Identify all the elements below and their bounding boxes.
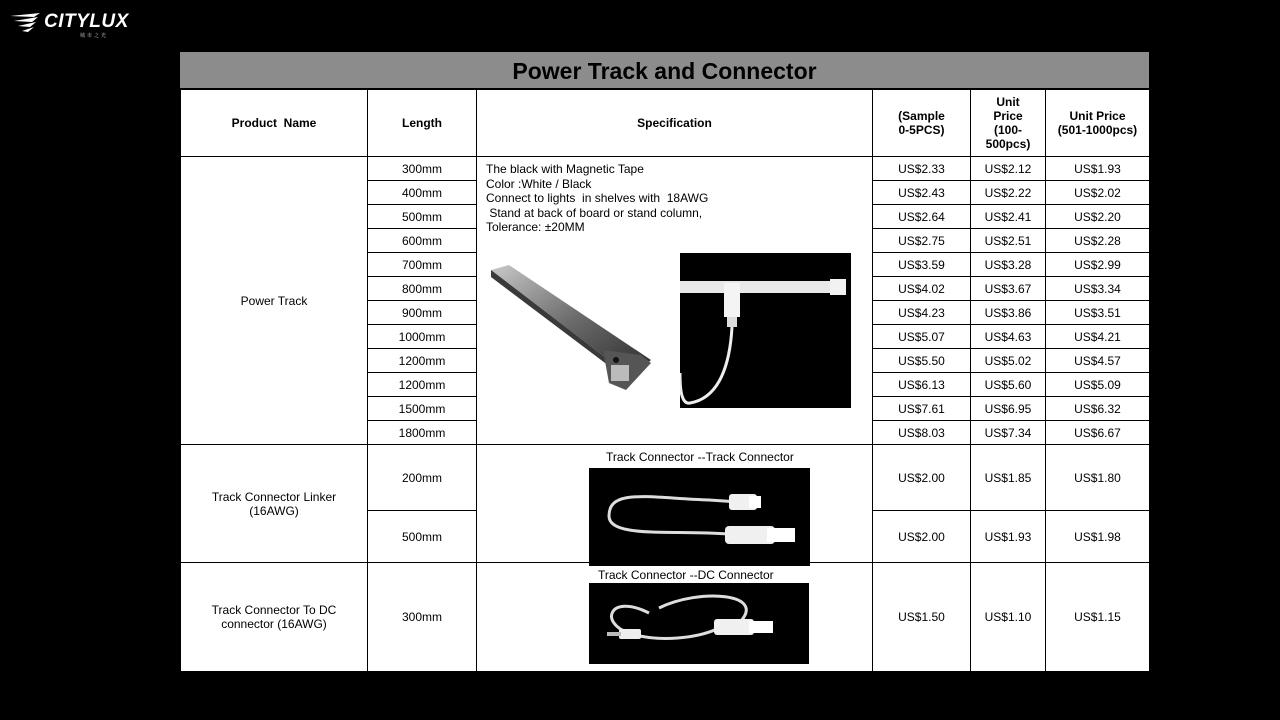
unit-price-501-1000: US$2.28 — [1046, 229, 1150, 253]
unit-price-501-1000: US$6.67 — [1046, 421, 1150, 445]
header-length: Length — [368, 90, 477, 157]
unit-price-100-500: US$4.63 — [971, 325, 1046, 349]
unit-price-100-500: US$1.10 — [971, 563, 1046, 672]
price-sheet — [180, 52, 1149, 672]
header-row — [181, 90, 1150, 157]
sample-price: US$4.02 — [873, 277, 971, 301]
unit-price-100-500: US$2.12 — [971, 157, 1046, 181]
sample-price: US$5.07 — [873, 325, 971, 349]
power-track-spec — [477, 157, 873, 445]
sample-price: US$2.00 — [873, 511, 971, 563]
unit-price-501-1000: US$3.34 — [1046, 277, 1150, 301]
header-product-name: Product Name — [181, 90, 368, 157]
length-cell: 500mm — [368, 511, 477, 563]
unit-price-501-1000: US$2.02 — [1046, 181, 1150, 205]
unit-price-100-500: US$1.93 — [971, 511, 1046, 563]
linker-image — [589, 468, 810, 566]
product-name-power-track: Power Track — [181, 157, 368, 445]
sample-price: US$2.64 — [873, 205, 971, 229]
dc-connector-image — [589, 583, 809, 664]
unit-price-501-1000: US$4.57 — [1046, 349, 1150, 373]
unit-price-100-500: US$1.85 — [971, 445, 1046, 511]
spec-line: Stand at back of board or stand column, — [486, 205, 703, 220]
sample-price: US$2.75 — [873, 229, 971, 253]
sample-price: US$4.23 — [873, 301, 971, 325]
sample-price: US$2.43 — [873, 181, 971, 205]
unit-price-100-500: US$5.02 — [971, 349, 1046, 373]
length-cell: 1800mm — [368, 421, 477, 445]
unit-price-501-1000: US$2.20 — [1046, 205, 1150, 229]
unit-price-100-500: US$2.41 — [971, 205, 1046, 229]
spec-line: The black with Magnetic Tape — [486, 162, 644, 176]
spec-line: Color :White / Black — [486, 176, 592, 191]
power-track-profile-image — [491, 265, 651, 400]
unit-price-100-500: US$3.67 — [971, 277, 1046, 301]
header-sample-price: (Sample 0-5PCS) — [873, 90, 971, 157]
unit-price-501-1000: US$1.98 — [1046, 511, 1150, 563]
brand-subtitle: 城市之光 — [80, 33, 109, 39]
price-table — [180, 89, 1150, 672]
sample-price: US$5.50 — [873, 349, 971, 373]
spec-line: Tolerance: ±20MM — [486, 220, 585, 234]
unit-price-501-1000: US$2.99 — [1046, 253, 1150, 277]
unit-price-501-1000: US$1.15 — [1046, 563, 1150, 672]
length-cell: 700mm — [368, 253, 477, 277]
wing-logo-icon — [8, 12, 42, 34]
sample-price: US$2.00 — [873, 445, 971, 511]
power-track-connection-image — [680, 253, 851, 408]
length-cell: 600mm — [368, 229, 477, 253]
header-specification: Specification — [477, 90, 873, 157]
citylux-logo — [8, 10, 138, 40]
length-cell: 1500mm — [368, 397, 477, 421]
sample-price: US$2.33 — [873, 157, 971, 181]
unit-price-501-1000: US$5.09 — [1046, 373, 1150, 397]
length-cell: 800mm — [368, 277, 477, 301]
length-cell: 900mm — [368, 301, 477, 325]
unit-price-100-500: US$2.51 — [971, 229, 1046, 253]
unit-price-501-1000: US$3.51 — [1046, 301, 1150, 325]
length-cell: 400mm — [368, 181, 477, 205]
unit-price-100-500: US$7.34 — [971, 421, 1046, 445]
unit-price-100-500: US$2.22 — [971, 181, 1046, 205]
unit-price-501-1000: US$6.32 — [1046, 397, 1150, 421]
unit-price-100-500: US$3.28 — [971, 253, 1046, 277]
table-row — [181, 563, 1150, 672]
unit-price-501-1000: US$1.80 — [1046, 445, 1150, 511]
length-cell: 1000mm — [368, 325, 477, 349]
sample-price: US$8.03 — [873, 421, 971, 445]
length-cell: 200mm — [368, 445, 477, 511]
linker-caption: Track Connector --Track Connector — [606, 450, 794, 464]
unit-price-100-500: US$6.95 — [971, 397, 1046, 421]
length-cell: 300mm — [368, 563, 477, 672]
product-name-linker: Track Connector Linker (16AWG) — [181, 445, 368, 563]
unit-price-100-500: US$3.86 — [971, 301, 1046, 325]
brand-name: CITYLUX — [44, 11, 129, 32]
sample-price: US$7.61 — [873, 397, 971, 421]
header-unit-price-100-500: Unit Price (100- 500pcs) — [971, 90, 1046, 157]
dc-caption: Track Connector --DC Connector — [598, 568, 774, 582]
table-row — [181, 157, 1150, 181]
table-row — [181, 445, 1150, 511]
unit-price-100-500: US$5.60 — [971, 373, 1046, 397]
sample-price: US$6.13 — [873, 373, 971, 397]
page-title: Power Track and Connector — [180, 52, 1149, 89]
length-cell: 300mm — [368, 157, 477, 181]
dc-spec — [477, 563, 873, 672]
spec-line: Connect to lights in shelves with 18AWG — [486, 191, 709, 205]
unit-price-501-1000: US$4.21 — [1046, 325, 1150, 349]
unit-price-501-1000: US$1.93 — [1046, 157, 1150, 181]
length-cell: 1200mm — [368, 373, 477, 397]
header-unit-price-501-1000: Unit Price (501-1000pcs) — [1046, 90, 1150, 157]
linker-spec — [477, 445, 873, 563]
length-cell: 1200mm — [368, 349, 477, 373]
length-cell: 500mm — [368, 205, 477, 229]
product-name-dc: Track Connector To DC connector (16AWG) — [181, 563, 368, 672]
sample-price: US$3.59 — [873, 253, 971, 277]
sample-price: US$1.50 — [873, 563, 971, 672]
